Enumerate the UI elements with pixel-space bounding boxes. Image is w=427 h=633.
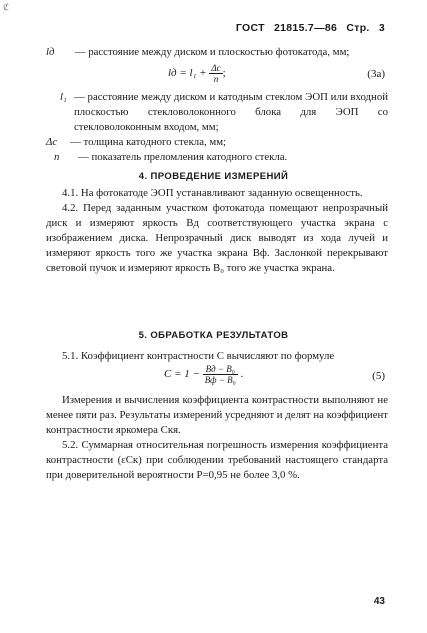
term-l1: l₁ <box>60 91 67 103</box>
definition-n-text: — показатель преломления катодного стекла. <box>78 151 288 163</box>
term-dc: Δc <box>46 136 58 148</box>
formula-5-numerator: Bд − B₀ <box>203 364 238 375</box>
paragraph-4-2: 4.2. Перед заданным участком фотокатода помещают непрозрачный диск и измеряют яркость Bд соответствующего участка экрана с изображением диска. Непрозрачный диск выводят из хода лучей и измеряют яркость того же участка экрана Bф. Заслонкой перекрывают световой пучок и измеряют яркость B₀ того же участка экрана. <box>46 202 388 274</box>
page-number: 3 <box>378 22 385 34</box>
corner-mark: ℭ <box>3 2 10 12</box>
definition-dc <box>46 135 388 150</box>
definition-l1 <box>46 90 388 135</box>
formula-3a-tail: ; <box>222 67 226 80</box>
definition-n <box>46 150 388 165</box>
term-n: n <box>54 151 60 163</box>
section-4-body <box>46 186 388 276</box>
formula-5 <box>164 364 243 385</box>
formula-3a <box>168 63 226 84</box>
definition-dc-text: — толщина катодного стекла, мм; <box>70 136 227 148</box>
definitions-list <box>46 90 388 165</box>
definition-ld-text: — расстояние между диском и плоскостью фотокатода, мм; <box>74 46 350 58</box>
paragraph-5-2: 5.2. Суммарная относительная погрешность измерения коэффициента контрастности (εCк) при соблюдении требований настоящего стандарта при доверительной вероятности P=0,95 не более 3,0 %. <box>46 439 388 481</box>
formula-5-tail: . <box>237 368 244 381</box>
definition-l1-text: — расстояние между диском и катодным стеклом ЭОП или входной плоскостью стекловолоконного блока для ЭОП со стекловолоконным входом, мм; <box>74 91 388 133</box>
formula-5-lhs: C = 1 − <box>164 368 203 381</box>
term-ld: lд <box>46 46 55 58</box>
paragraph-4-1: 4.1. На фотокатоде ЭОП устанавливают заданную освещенность. <box>62 187 363 199</box>
paragraph-5-1-continued: Измерения и вычисления коэффициента контрастности выполняют не менее пяти раз. Результаты измерений усредняют и делят на коэффициент контрастности яркомера Cкя. <box>46 394 388 436</box>
standard-label: ГОСТ <box>235 22 265 34</box>
footer-page-number: 43 <box>373 596 385 607</box>
paragraph-5-1 <box>46 349 388 364</box>
formula-3a-lhs: lд = l₁ + <box>168 67 210 80</box>
formula-5-denominator: Bф − B₀ <box>204 375 236 385</box>
paragraph-5-1-text: 5.1. Коэффициент контрастности C вычисляют по формуле <box>62 350 335 362</box>
section-5-body <box>46 393 388 483</box>
page-label: Стр. <box>346 22 370 34</box>
standard-number: 21815.7—86 <box>274 22 338 34</box>
equation-label-5: (5) <box>372 370 385 382</box>
page-header <box>230 22 385 34</box>
equation-label-3a: (3a) <box>367 68 385 80</box>
formula-5-fraction <box>203 364 238 385</box>
definition-ld <box>46 45 388 60</box>
formula-3a-denominator: n <box>213 74 219 84</box>
section-5-title: 5. ОБРАБОТКА РЕЗУЛЬТАТОВ <box>138 330 289 341</box>
formula-3a-fraction <box>209 63 222 84</box>
formula-3a-numerator: Δc <box>211 63 221 73</box>
section-4-title: 4. ПРОВЕДЕНИЕ ИЗМЕРЕНИЙ <box>138 171 289 182</box>
